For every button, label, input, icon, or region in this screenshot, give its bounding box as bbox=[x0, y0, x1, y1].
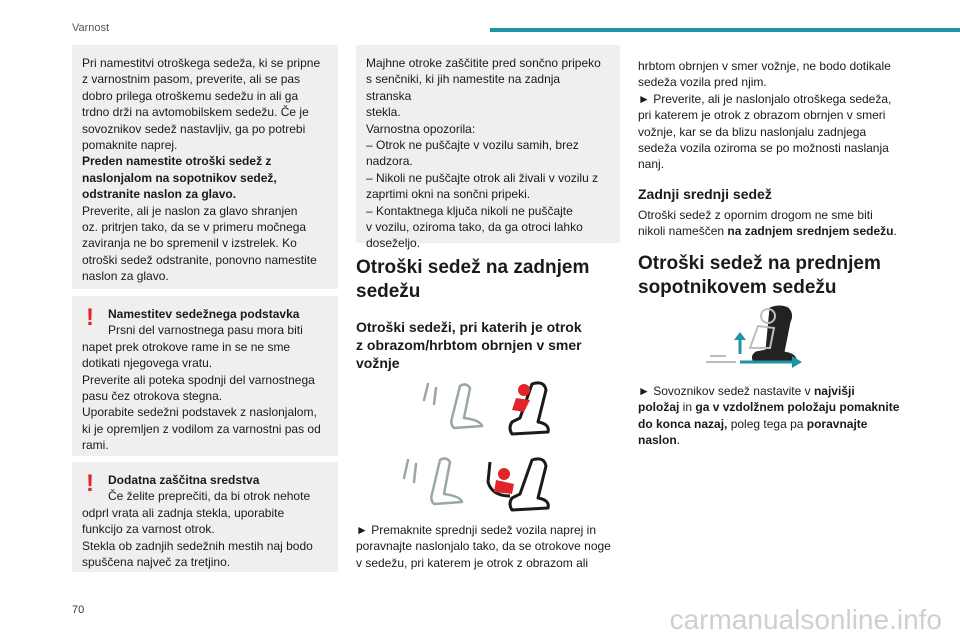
rear-middle-line: nikoli nameščen na zadnjem srednjem sedežu. bbox=[638, 224, 897, 239]
text-line: oz. pritrjen tako, da se v primeru močnega bbox=[82, 220, 307, 235]
text-line: vožnje, kar se da blizu naslonjalu zadnjega bbox=[638, 124, 867, 139]
text-line: Stekla ob zadnjih sedežnih mestih naj bodo bbox=[82, 538, 313, 553]
text-line: napet prek otrokove rame in se ne sme bbox=[82, 339, 291, 354]
text-line: dotikati njegovega vratu. bbox=[82, 356, 213, 371]
text-line: – Kontaktnega ključa nikoli ne puščajte bbox=[366, 203, 573, 218]
text-line: otroški sedež odstranite, ponovno namestite bbox=[82, 252, 317, 267]
text-line: pomaknite naprej. bbox=[82, 138, 178, 153]
page-number: 70 bbox=[72, 604, 85, 616]
text-line: v vozilu, oziroma tako, da ga otroci lahko bbox=[366, 220, 583, 235]
watermark: carmanualsonline.info bbox=[669, 604, 942, 635]
text-line: s senčniki, ki jih namestite na zadnja stranska bbox=[366, 72, 561, 103]
warning-title: Namestitev sedežnega podstavka bbox=[108, 307, 300, 321]
text-line: ► Preverite, ali je naslonjalo otroškega sedeža, bbox=[638, 91, 892, 106]
warning-first-line: Prsni del varnostnega pasu mora biti bbox=[108, 323, 303, 338]
exclamation-icon: ! bbox=[86, 470, 94, 497]
text-line: odprl vrata ali zadnja stekla, uporabite bbox=[82, 505, 285, 520]
text-line: sovoznikov sedež nastavljiv, ga po potrebi bbox=[82, 121, 306, 136]
front-seat-heading: Otroški sedež na prednjem sopotnikovem sedežu bbox=[638, 252, 881, 298]
rear-seat-instruction bbox=[356, 522, 620, 571]
text-line: odstranite naslon za glavo. bbox=[82, 187, 237, 202]
text-line: zaviranja ne bo spremenil v izstrelek. Ko bbox=[82, 236, 297, 251]
text-line: pri katerem je otrok z obrazom obrnjen v smeri bbox=[638, 108, 886, 123]
text-line: naslonjalom na sopotnikov sedež, bbox=[82, 170, 277, 185]
forward-facing-child-seat-illustration bbox=[420, 378, 560, 440]
text-line: Preverite ali poteka spodnji del varnostnega bbox=[82, 372, 315, 387]
header-title: Varnost bbox=[72, 22, 110, 34]
seat-belt-info-box bbox=[72, 45, 338, 289]
text-line: sedeža vozila oziroma se po možnosti naslanja bbox=[638, 141, 889, 156]
front-seat-adjustment-illustration bbox=[700, 302, 810, 374]
text-line: poravnajte naslonjalo tako, da se otrokove noge bbox=[356, 539, 611, 554]
text-line: rami. bbox=[82, 438, 109, 453]
text-line: Preverite, ali je naslon za glavo shranjen bbox=[82, 203, 298, 218]
text-line: v sedežu, pri katerem je otrok z obrazom ali bbox=[356, 555, 589, 570]
warning-first-line: Če želite preprečiti, da bi otrok nehote bbox=[108, 489, 311, 504]
front-seat-instruction: ► Sovoznikov sedež nastavite v najvišji položaj in ga v vzdolžnem položaju pomaknite do konca nazaj, poleg tega pa poravnajte naslon. bbox=[638, 384, 900, 448]
rear-facing-child-seat-illustration bbox=[400, 452, 560, 516]
text-line: doseželjo. bbox=[366, 236, 421, 251]
text-line: ki je opremljen z vodilom za varnostni pas od bbox=[82, 421, 321, 436]
text-line: spuščena največ za tretjino. bbox=[82, 555, 231, 570]
header-accent-bar bbox=[490, 28, 960, 32]
text-line: stekla. bbox=[366, 105, 401, 120]
text-line: naslon za glavo. bbox=[82, 269, 169, 284]
rear-middle-heading: Zadnji srednji sedež bbox=[638, 185, 772, 202]
text-line: trdno drži na avtomobilskem sedežu. Če je bbox=[82, 105, 309, 120]
text-line: ► Premaknite sprednji sedež vozila naprej in bbox=[356, 523, 596, 537]
rear-middle-line: Otroški sedež z opornim drogom ne sme biti bbox=[638, 207, 873, 222]
text-line: nadzora. bbox=[366, 154, 413, 169]
rear-seat-section bbox=[356, 256, 620, 372]
sun-protection-box bbox=[356, 45, 620, 251]
text-line: pasu čez otrokova stegna. bbox=[82, 389, 223, 404]
text-line: zaprtimi okni na sončni pripeki. bbox=[366, 187, 531, 202]
text-line: Preden namestite otroški sedež z bbox=[82, 154, 272, 169]
text-line: – Otrok ne puščajte v vozilu samih, brez bbox=[366, 138, 579, 153]
section-heading: Otroški sedež na zadnjem sedežu bbox=[356, 257, 590, 302]
text-line: Varnostna opozorila: bbox=[366, 121, 476, 136]
booster-warning-box bbox=[72, 296, 338, 456]
warning-title: Dodatna zaščitna sredstva bbox=[108, 473, 260, 487]
text-line: dobro prilega otroškemu sedežu in ali ga bbox=[82, 88, 299, 103]
text-line: funkcijo za varnost otrok. bbox=[82, 522, 215, 537]
text-line: hrbtom obrnjen v smer vožnje, ne bodo dotikale bbox=[638, 59, 891, 73]
rear-seat-instruction-continued bbox=[638, 58, 908, 300]
exclamation-icon: ! bbox=[86, 304, 94, 331]
text-line: Uporabite sedežni podstavek z naslonjalom, bbox=[82, 405, 317, 420]
text-line: Pri namestitvi otroškega sedeža, ki se pripne bbox=[82, 56, 321, 70]
text-line: Majhne otroke zaščitite pred sončno pripeko bbox=[366, 56, 601, 70]
text-line: – Nikoli ne puščajte otrok ali živali v vozilu z bbox=[366, 170, 599, 185]
subsection-heading: Otroški sedeži, pri katerih je otrok z obrazom/hrbtom obrnjen v smer vožnje bbox=[356, 319, 582, 371]
text-line: z varnostnim pasom, preverite, ali se pas bbox=[82, 72, 301, 87]
child-safety-warning-box bbox=[72, 462, 338, 572]
text-line: sedeža vozila pred njim. bbox=[638, 75, 767, 90]
text-line: nanj. bbox=[638, 157, 665, 172]
